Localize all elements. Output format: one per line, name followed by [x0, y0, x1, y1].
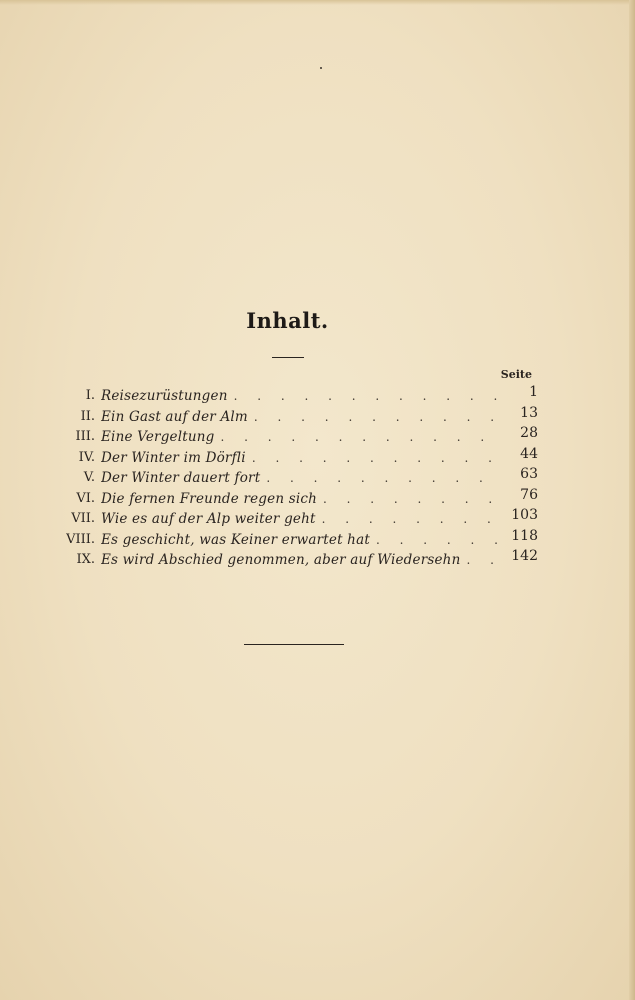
dot-leader — [254, 407, 500, 427]
chapter-page: 118 — [511, 527, 538, 544]
chapter-page: 44 — [520, 445, 538, 462]
closing-divider — [244, 644, 344, 645]
chapter-title: Ein Gast auf der Alm — [101, 408, 248, 425]
page-column-header: Seite — [500, 368, 532, 381]
chapter-number: IX. — [76, 552, 95, 567]
chapter-title: Es geschicht, was Keiner erwartet hat — [101, 531, 370, 548]
chapter-page: 142 — [511, 548, 538, 564]
chapter-title: Wie es auf der Alp weiter geht — [101, 511, 316, 527]
toc-entry — [38, 527, 538, 551]
paper-speck — [320, 67, 322, 69]
toc-entry — [38, 486, 538, 510]
page-right-edge — [629, 0, 635, 1000]
chapter-page: 28 — [520, 425, 538, 441]
chapter-title: Die fernen Freunde regen sich — [101, 490, 318, 507]
dot-leader — [252, 448, 500, 468]
dot-leader — [323, 489, 500, 509]
chapter-page: 76 — [520, 486, 538, 503]
chapter-number: II. — [80, 408, 95, 424]
chapter-title: Eine Vergeltung — [101, 429, 215, 445]
chapter-number: VII. — [71, 511, 95, 526]
toc-entry — [38, 386, 538, 407]
dot-leader — [266, 468, 500, 488]
dot-leader — [221, 427, 500, 447]
chapter-number: III. — [75, 429, 95, 444]
title-divider — [272, 357, 304, 358]
chapter-title: Es wird Abschied genommen, aber auf Wiedersehn — [101, 552, 461, 568]
toc-entry — [38, 427, 538, 448]
chapter-number: I. — [85, 388, 95, 403]
toc-entry — [38, 468, 538, 489]
chapter-number: VIII. — [66, 531, 95, 547]
chapter-page: 103 — [511, 507, 538, 523]
chapter-title: Reisezurüstungen — [101, 388, 228, 404]
dot-leader — [234, 386, 500, 406]
toc-entry — [38, 404, 538, 428]
dot-leader — [376, 530, 500, 550]
chapter-page: 1 — [529, 384, 538, 400]
chapter-number: VI. — [76, 490, 95, 506]
toc-entry — [38, 509, 538, 530]
chapter-title: Der Winter dauert fort — [101, 470, 261, 486]
dot-leader — [466, 550, 500, 570]
chapter-page: 13 — [520, 404, 538, 421]
toc-entry — [38, 445, 538, 469]
page-top-edge — [0, 0, 635, 5]
toc-entry — [38, 550, 538, 571]
chapter-page: 63 — [520, 466, 538, 482]
chapter-number: V. — [83, 470, 95, 485]
chapter-title: Der Winter im Dörfli — [101, 449, 246, 466]
table-of-contents — [38, 386, 538, 571]
page-title: Inhalt. — [246, 308, 329, 333]
chapter-number: IV. — [78, 449, 95, 465]
dot-leader — [322, 509, 500, 529]
